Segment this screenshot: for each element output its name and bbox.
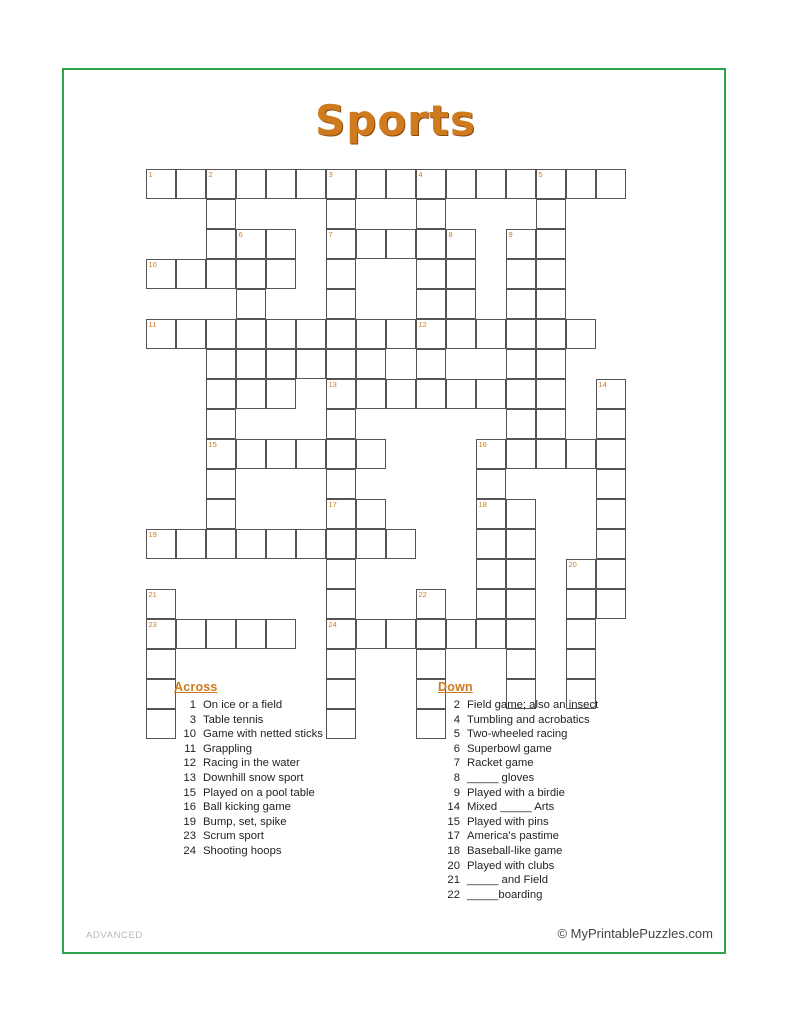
crossword-cell[interactable] — [326, 589, 356, 619]
crossword-cell[interactable] — [536, 439, 566, 469]
crossword-cell[interactable] — [536, 409, 566, 439]
crossword-cell[interactable] — [386, 529, 416, 559]
clue-number: 13 — [183, 771, 196, 784]
crossword-cell[interactable] — [146, 619, 176, 649]
crossword-cell[interactable] — [386, 379, 416, 409]
crossword-cell[interactable] — [476, 379, 506, 409]
clue-text: Grappling — [203, 742, 252, 755]
crossword-cell[interactable] — [326, 439, 356, 469]
crossword-cell[interactable] — [566, 439, 596, 469]
clue-number: 3 — [189, 713, 196, 726]
clue-text: Superbowl game — [467, 742, 552, 755]
clue-item — [438, 873, 698, 888]
crossword-cell[interactable] — [236, 229, 266, 259]
crossword-cell[interactable] — [236, 619, 266, 649]
crossword-cell[interactable] — [326, 319, 356, 349]
crossword-cell[interactable] — [536, 349, 566, 379]
clue-item — [438, 815, 698, 830]
crossword-cell[interactable] — [476, 619, 506, 649]
crossword-cell[interactable] — [266, 229, 296, 259]
difficulty-label: ADVANCED — [86, 930, 143, 941]
crossword-cell[interactable] — [386, 229, 416, 259]
cell-number: 5 — [538, 170, 543, 179]
clue-text: _____boarding — [467, 888, 543, 901]
crossword-cell[interactable] — [176, 169, 206, 199]
crossword-cell[interactable] — [206, 619, 236, 649]
clue-text: Field game; also an insect — [467, 699, 599, 711]
crossword-cell[interactable] — [386, 319, 416, 349]
crossword-cell[interactable] — [236, 439, 266, 469]
cell-number: 7 — [328, 230, 333, 239]
crossword-cell[interactable] — [146, 319, 176, 349]
clue-number: 24 — [183, 844, 196, 857]
cell-number: 14 — [598, 380, 607, 389]
crossword-cell[interactable] — [146, 709, 176, 739]
across-clues-column — [174, 680, 424, 859]
crossword-cell[interactable] — [326, 229, 356, 259]
clue-item — [174, 815, 424, 830]
crossword-cell[interactable] — [566, 649, 596, 679]
crossword-cell[interactable] — [446, 619, 476, 649]
crossword-cell[interactable] — [266, 259, 296, 289]
crossword-cell[interactable] — [416, 199, 446, 229]
crossword-cell[interactable] — [356, 349, 386, 379]
clue-item — [438, 844, 698, 859]
crossword-cell[interactable] — [566, 589, 596, 619]
crossword-cell[interactable] — [506, 169, 536, 199]
clue-text: Ball kicking game — [203, 801, 291, 814]
clue-text: Played with a birdie — [467, 786, 565, 799]
clue-item — [174, 786, 424, 801]
crossword-cell[interactable] — [206, 379, 236, 409]
clue-number: 2 — [453, 699, 460, 711]
crossword-cell[interactable] — [356, 619, 386, 649]
across-heading: Across — [174, 680, 218, 694]
cell-number: 22 — [418, 590, 427, 599]
cell-number: 16 — [478, 440, 487, 449]
crossword-cell[interactable] — [146, 169, 176, 199]
crossword-cell[interactable] — [176, 529, 206, 559]
crossword-cell[interactable] — [266, 349, 296, 379]
cell-number: 18 — [478, 500, 487, 509]
crossword-cell[interactable] — [266, 529, 296, 559]
crossword-cell[interactable] — [206, 439, 236, 469]
crossword-cell[interactable] — [326, 499, 356, 529]
cell-number: 2 — [208, 170, 213, 179]
clue-item — [438, 742, 698, 757]
cell-number: 1 — [148, 170, 153, 179]
clue-number: 17 — [447, 830, 460, 843]
crossword-cell[interactable] — [206, 229, 236, 259]
cell-number: 11 — [148, 320, 157, 329]
crossword-cell[interactable] — [416, 319, 446, 349]
clue-text: _____ and Field — [467, 874, 549, 887]
crossword-cell[interactable] — [416, 649, 446, 679]
crossword-cell[interactable] — [506, 409, 536, 439]
clue-number: 15 — [447, 815, 460, 828]
crossword-cell[interactable] — [506, 559, 536, 589]
clue-number: 11 — [184, 742, 196, 755]
crossword-cell[interactable] — [326, 349, 356, 379]
clue-number: 5 — [453, 728, 460, 741]
clue-text: Baseball-like game — [467, 844, 563, 857]
crossword-grid[interactable] — [146, 169, 646, 669]
clue-number: 1 — [189, 699, 196, 711]
clue-text: Mixed _____ Arts — [467, 801, 555, 814]
cell-number: 4 — [418, 170, 423, 179]
crossword-cell[interactable] — [446, 169, 476, 199]
crossword-cell[interactable] — [146, 589, 176, 619]
crossword-cell[interactable] — [176, 319, 206, 349]
clue-item — [174, 742, 424, 757]
crossword-cell[interactable] — [536, 319, 566, 349]
crossword-cell[interactable] — [596, 439, 626, 469]
clue-item — [438, 800, 698, 815]
crossword-cell[interactable] — [506, 499, 536, 529]
crossword-cell[interactable] — [326, 199, 356, 229]
crossword-cell[interactable] — [356, 529, 386, 559]
crossword-cell[interactable] — [356, 169, 386, 199]
clue-number: 9 — [453, 786, 460, 799]
clue-number: 12 — [183, 757, 196, 770]
clue-number: 4 — [453, 713, 460, 726]
clue-text: Table tennis — [203, 713, 264, 726]
crossword-cell[interactable] — [566, 169, 596, 199]
crossword-cell[interactable] — [206, 169, 236, 199]
crossword-cell[interactable] — [506, 319, 536, 349]
crossword-cell[interactable] — [506, 619, 536, 649]
crossword-cell[interactable] — [476, 439, 506, 469]
crossword-cell[interactable] — [266, 169, 296, 199]
crossword-cell[interactable] — [416, 589, 446, 619]
clue-number: 18 — [447, 844, 460, 857]
cell-number: 12 — [418, 320, 427, 329]
crossword-cell[interactable] — [446, 289, 476, 319]
crossword-cell[interactable] — [326, 469, 356, 499]
cell-number: 17 — [328, 500, 337, 509]
cell-number: 6 — [238, 230, 243, 239]
clue-text: America's pastime — [467, 830, 559, 843]
clue-item — [438, 771, 698, 786]
clue-item — [438, 859, 698, 874]
clue-item — [174, 727, 424, 742]
crossword-cell[interactable] — [536, 169, 566, 199]
clue-item — [438, 727, 698, 742]
cell-number: 13 — [328, 380, 337, 389]
crossword-cell[interactable] — [266, 379, 296, 409]
crossword-cell[interactable] — [326, 169, 356, 199]
clue-number: 16 — [183, 801, 196, 814]
crossword-cell[interactable] — [536, 259, 566, 289]
crossword-cell[interactable] — [506, 589, 536, 619]
crossword-cell[interactable] — [416, 229, 446, 259]
clue-number: 10 — [183, 728, 196, 741]
clue-item — [438, 698, 698, 713]
crossword-cell[interactable] — [416, 349, 446, 379]
crossword-cell[interactable] — [236, 529, 266, 559]
crossword-cell[interactable] — [476, 589, 506, 619]
crossword-cell[interactable] — [506, 349, 536, 379]
crossword-cell[interactable] — [206, 469, 236, 499]
clue-text: Downhill snow sport — [203, 771, 304, 784]
crossword-cell[interactable] — [416, 379, 446, 409]
crossword-cell[interactable] — [536, 289, 566, 319]
clue-text: _____ gloves — [467, 771, 535, 784]
crossword-cell[interactable] — [566, 619, 596, 649]
crossword-cell[interactable] — [236, 379, 266, 409]
clue-number: 21 — [447, 874, 460, 887]
crossword-cell[interactable] — [506, 649, 536, 679]
crossword-cell[interactable] — [446, 229, 476, 259]
crossword-cell[interactable] — [476, 319, 506, 349]
crossword-cell[interactable] — [296, 349, 326, 379]
crossword-cell[interactable] — [476, 559, 506, 589]
crossword-cell[interactable] — [536, 229, 566, 259]
clue-number: 20 — [447, 859, 460, 872]
credit-label: © MyPrintablePuzzles.com — [557, 926, 713, 941]
cell-number: 15 — [208, 440, 217, 449]
clue-item — [174, 713, 424, 728]
clue-item — [438, 713, 698, 728]
crossword-cell[interactable] — [386, 169, 416, 199]
crossword-cell[interactable] — [236, 169, 266, 199]
crossword-cell[interactable] — [446, 319, 476, 349]
crossword-cell[interactable] — [596, 169, 626, 199]
crossword-cell[interactable] — [506, 439, 536, 469]
cell-number: 10 — [148, 260, 157, 269]
crossword-cell[interactable] — [326, 379, 356, 409]
cell-number: 23 — [148, 620, 157, 629]
crossword-cell[interactable] — [146, 529, 176, 559]
clue-item — [174, 756, 424, 771]
cell-number: 8 — [448, 230, 453, 239]
crossword-cell[interactable] — [386, 619, 416, 649]
clue-item — [174, 829, 424, 844]
crossword-cell[interactable] — [326, 259, 356, 289]
crossword-cell[interactable] — [596, 379, 626, 409]
crossword-cell[interactable] — [476, 469, 506, 499]
cell-number: 19 — [148, 530, 157, 539]
crossword-cell[interactable] — [596, 559, 626, 589]
crossword-cell[interactable] — [476, 499, 506, 529]
crossword-cell[interactable] — [266, 319, 296, 349]
crossword-cell[interactable] — [296, 169, 326, 199]
down-clue-list — [438, 698, 698, 902]
clue-number: 14 — [447, 801, 460, 814]
cell-number: 24 — [328, 620, 337, 629]
cell-number: 21 — [148, 590, 157, 599]
clue-number: 19 — [183, 815, 196, 828]
crossword-cell[interactable] — [596, 499, 626, 529]
crossword-cell[interactable] — [296, 529, 326, 559]
crossword-cell[interactable] — [446, 259, 476, 289]
clue-number: 15 — [183, 786, 196, 799]
crossword-cell[interactable] — [326, 619, 356, 649]
crossword-cell[interactable] — [356, 229, 386, 259]
clue-item — [174, 844, 424, 859]
crossword-cell[interactable] — [446, 379, 476, 409]
clue-item — [438, 829, 698, 844]
crossword-cell[interactable] — [566, 559, 596, 589]
crossword-cell[interactable] — [506, 229, 536, 259]
crossword-cell[interactable] — [356, 379, 386, 409]
cell-number: 20 — [568, 560, 577, 569]
crossword-cell[interactable] — [176, 259, 206, 289]
crossword-cell[interactable] — [596, 409, 626, 439]
clue-item — [174, 698, 424, 713]
clue-text: Tumbling and acrobatics — [467, 713, 590, 726]
crossword-cell[interactable] — [536, 199, 566, 229]
clue-text: Played with pins — [467, 815, 549, 828]
clue-text: Shooting hoops — [203, 844, 282, 857]
crossword-cell[interactable] — [416, 169, 446, 199]
cell-number: 9 — [508, 230, 513, 239]
clue-item — [438, 786, 698, 801]
crossword-cell[interactable] — [266, 619, 296, 649]
crossword-cell[interactable] — [206, 259, 236, 289]
crossword-cell[interactable] — [416, 289, 446, 319]
crossword-cell[interactable] — [236, 289, 266, 319]
crossword-cell[interactable] — [236, 259, 266, 289]
crossword-cell[interactable] — [356, 499, 386, 529]
clue-item — [438, 756, 698, 771]
crossword-cell[interactable] — [326, 529, 356, 559]
cell-number: 3 — [328, 170, 333, 179]
clue-number: 8 — [453, 771, 460, 784]
crossword-cell[interactable] — [146, 649, 176, 679]
crossword-cell[interactable] — [206, 409, 236, 439]
clue-text: Scrum sport — [203, 830, 264, 843]
crossword-cell[interactable] — [326, 409, 356, 439]
clue-item — [174, 800, 424, 815]
crossword-cell[interactable] — [566, 319, 596, 349]
crossword-cell[interactable] — [506, 289, 536, 319]
clue-number: 22 — [447, 888, 460, 901]
clue-item — [438, 888, 698, 903]
across-clue-list — [174, 698, 424, 859]
clue-number: 23 — [183, 830, 196, 843]
crossword-cell[interactable] — [536, 379, 566, 409]
crossword-cell[interactable] — [506, 259, 536, 289]
crossword-cell[interactable] — [176, 619, 206, 649]
crossword-cell[interactable] — [326, 289, 356, 319]
clue-text: Racket game — [467, 757, 534, 770]
crossword-cell[interactable] — [296, 439, 326, 469]
crossword-cell[interactable] — [266, 439, 296, 469]
crossword-cell[interactable] — [206, 499, 236, 529]
crossword-cell[interactable] — [596, 529, 626, 559]
clue-text: Racing in the water — [203, 757, 300, 770]
crossword-cell[interactable] — [356, 319, 386, 349]
down-heading: Down — [438, 680, 473, 694]
crossword-cell[interactable] — [596, 469, 626, 499]
crossword-cell[interactable] — [506, 529, 536, 559]
crossword-cell[interactable] — [146, 679, 176, 709]
crossword-cell[interactable] — [206, 199, 236, 229]
clue-number: 7 — [453, 757, 460, 770]
crossword-cell[interactable] — [236, 319, 266, 349]
crossword-cell[interactable] — [476, 169, 506, 199]
crossword-cell[interactable] — [326, 559, 356, 589]
crossword-cell[interactable] — [326, 649, 356, 679]
crossword-cell[interactable] — [416, 259, 446, 289]
crossword-cell[interactable] — [596, 589, 626, 619]
clue-item — [174, 771, 424, 786]
crossword-cell[interactable] — [206, 349, 236, 379]
crossword-cell[interactable] — [296, 319, 326, 349]
page-title: Sports — [315, 96, 476, 145]
crossword-cell[interactable] — [506, 379, 536, 409]
clue-text: On ice or a field — [203, 699, 283, 711]
clue-text: Two-wheeled racing — [467, 728, 568, 741]
clue-text: Played with clubs — [467, 859, 555, 872]
crossword-cell[interactable] — [236, 349, 266, 379]
crossword-cell[interactable] — [146, 259, 176, 289]
clue-number: 6 — [453, 742, 460, 755]
crossword-cell[interactable] — [206, 529, 236, 559]
clue-text: Played on a pool table — [203, 786, 315, 799]
crossword-cell[interactable] — [416, 619, 446, 649]
crossword-cell[interactable] — [356, 439, 386, 469]
clue-text: Bump, set, spike — [203, 815, 287, 828]
down-clues-column — [438, 680, 698, 902]
clue-text: Game with netted sticks — [203, 728, 323, 741]
crossword-cell[interactable] — [206, 319, 236, 349]
crossword-cell[interactable] — [476, 529, 506, 559]
